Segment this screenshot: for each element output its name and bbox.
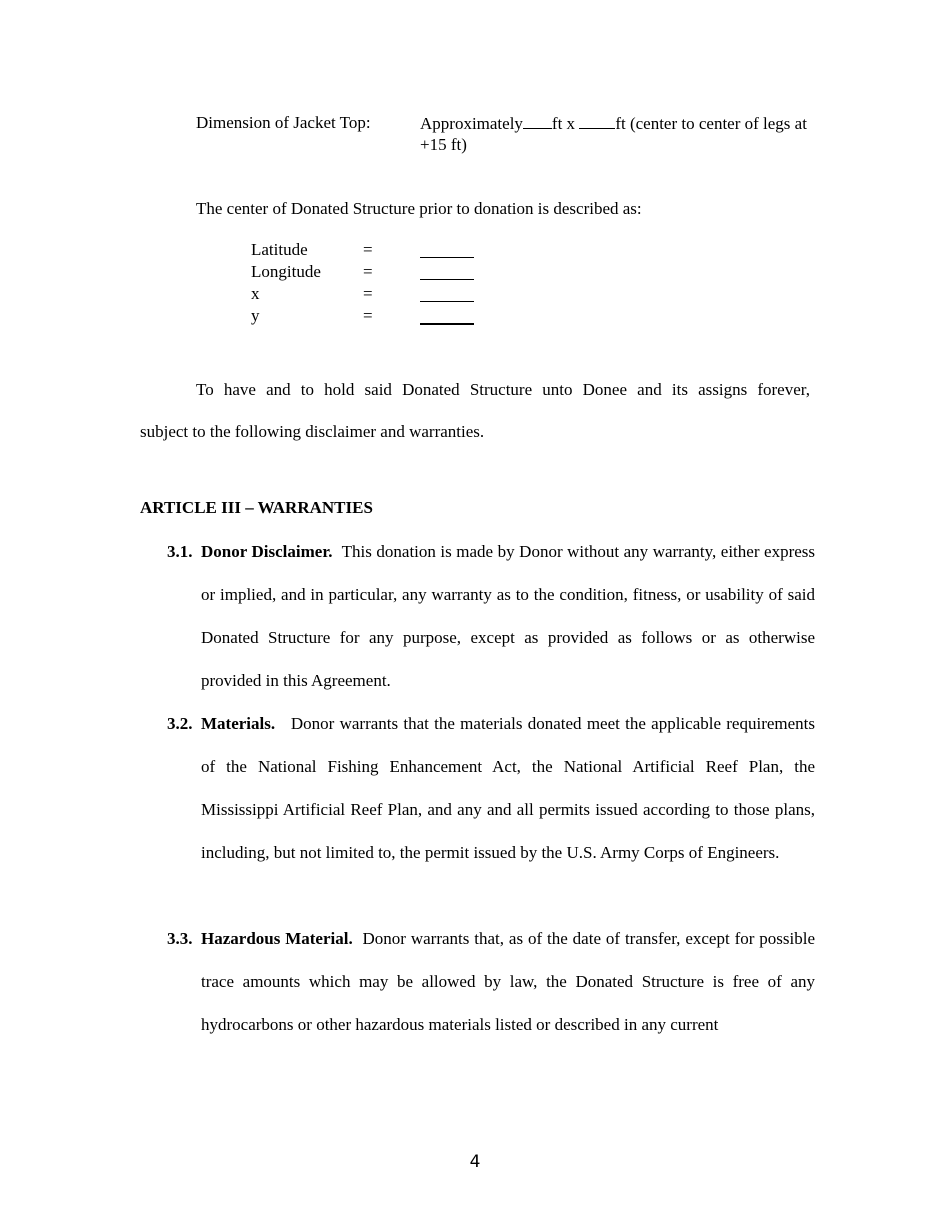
coordinate-blank-latitude bbox=[420, 257, 474, 258]
section-title: Donor Disclaimer. bbox=[201, 542, 333, 561]
section-body: Donor warrants that the materials donated meet the applicable requirements of the National Fishing Enhancement Act, the National Artificial Reef Plan, the Mississippi Artificial Reef Plan, and any and all permits issued according to those plans, including, but not limited to, the permit issued by the U.S. Army Corps of Engineers. bbox=[201, 714, 816, 862]
dimension-blank-1 bbox=[523, 114, 552, 129]
page-number: 4 bbox=[469, 1152, 481, 1172]
section-3-1 bbox=[167, 530, 816, 702]
coordinate-name-x: x bbox=[251, 284, 260, 303]
section-number: 3.1. bbox=[167, 542, 193, 561]
section-number: 3.3. bbox=[167, 929, 193, 948]
dimension-text-ft-x: ft x bbox=[551, 114, 576, 133]
dimension-text-approximately: Approximately bbox=[420, 114, 523, 133]
hold-paragraph-line-1: To have and to hold said Donated Structure unto Donee and its assigns forever, bbox=[196, 380, 810, 399]
coordinate-equals: = bbox=[363, 262, 373, 281]
section-3-3 bbox=[167, 917, 816, 1046]
section-body: This donation is made by Donor without any warranty, either express or implied, and in particular, any warranty as to the condition, fitness, or usability of said Donated Structure for any purpose, except as provided as follows or as otherwise provided in this Agreement. bbox=[201, 542, 816, 690]
section-title: Materials. bbox=[201, 714, 276, 733]
section-title: Hazardous Material. bbox=[201, 929, 353, 948]
dimension-value bbox=[420, 113, 820, 155]
coordinate-equals: = bbox=[363, 306, 373, 325]
dimension-blank-2 bbox=[579, 114, 615, 129]
center-intro-text: The center of Donated Structure prior to donation is described as: bbox=[196, 199, 642, 218]
coordinate-blank-longitude bbox=[420, 279, 474, 280]
hold-paragraph bbox=[140, 369, 810, 453]
coordinate-blank-x bbox=[420, 301, 474, 302]
coordinate-blank-y bbox=[420, 323, 474, 325]
coordinate-name-latitude: Latitude bbox=[251, 240, 308, 259]
article-heading: ARTICLE III – WARRANTIES bbox=[140, 498, 373, 517]
coordinate-equals: = bbox=[363, 284, 373, 303]
coordinate-name-longitude: Longitude bbox=[251, 262, 321, 281]
section-body: Donor warrants that, as of the date of transfer, except for possible trace amounts which may be allowed by law, the Donated Structure is free of any hydrocarbons or other hazardous materials listed or described in any current bbox=[201, 929, 816, 1034]
section-number: 3.2. bbox=[167, 714, 193, 733]
coordinate-name-y: y bbox=[251, 306, 260, 325]
section-3-2 bbox=[167, 702, 816, 874]
coordinate-equals: = bbox=[363, 240, 373, 259]
dimension-text-center: ft (center to center of legs at +15 ft) bbox=[420, 114, 807, 154]
hold-paragraph-line-2: subject to the following disclaimer and warranties. bbox=[140, 422, 485, 441]
dimension-label: Dimension of Jacket Top: bbox=[196, 113, 371, 132]
